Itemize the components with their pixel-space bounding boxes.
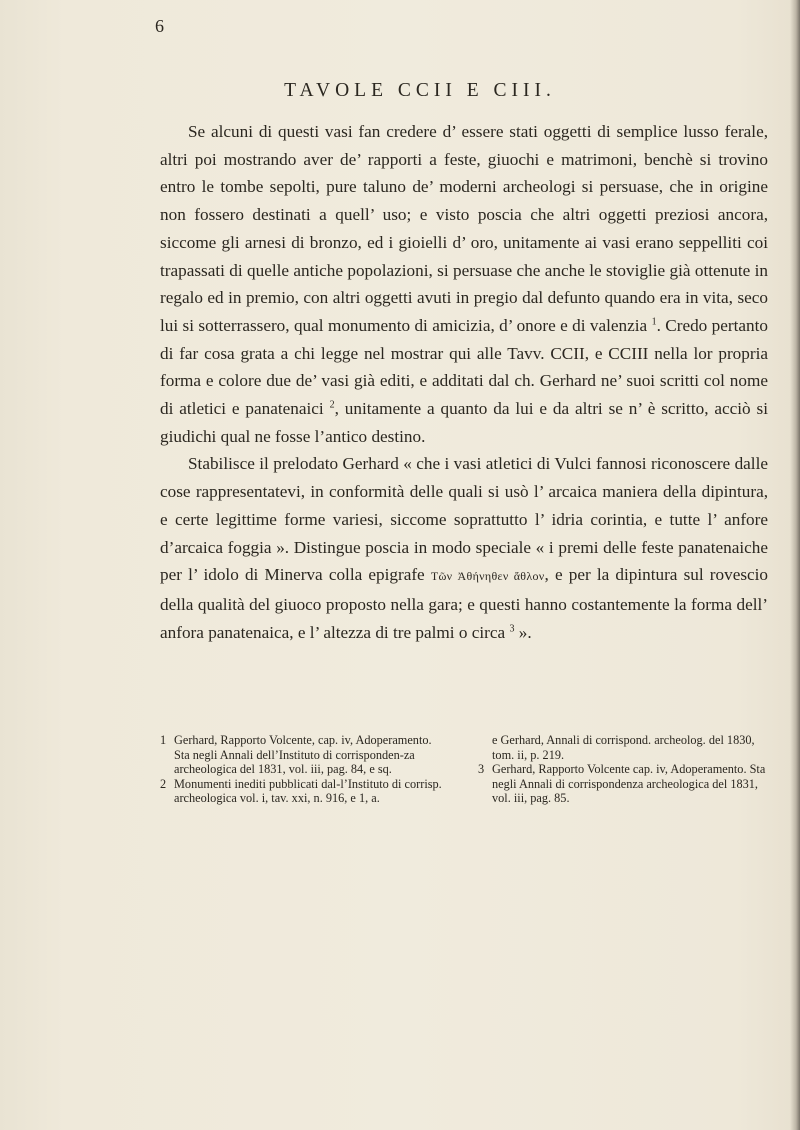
footnote-2 bbox=[160, 777, 450, 806]
paragraph-1-text-b: . Credo pertanto di far cosa grata a chi legge nel mostrar qui alle Tavv. CCII, e CCIII nella lor propria forma e colore due de’ vasi già editi, e additati dal ch. Gerhard ne’ suoi scritti col nome di atletici e panatenaici bbox=[160, 315, 768, 419]
page-edge-shadow bbox=[790, 0, 800, 1130]
paragraph-1-text-a: Se alcuni di questi vasi fan credere d’ essere stati oggetti di semplice lusso ferale, altri poi mostrando aver de’ rapporti a feste, giuochi e matrimoni, benchè si trovino entro le tombe sepolti, pure taluno de’ moderni archeologi si persuase, che in origine non fossero destinati a quell’ uso; e visto poscia che altri oggetti preziosi ancora, siccome gli arnesi di bronzo, ed i gioielli d’ oro, unitamente ai vasi erano seppelliti coi trapassati di quelle antiche popolazioni, si persuase che anche le stoviglie già ottenute in regalo ed in premio, con altri oggetti avuti in pregio dal defunto quando era in vita, seco lui si sotterrassero, qual monumento di amicizia, d’ onore e di valenzia bbox=[160, 122, 768, 335]
footnote-ref-3: 3 bbox=[509, 622, 515, 634]
footnotes-right-column bbox=[478, 733, 768, 806]
body-text bbox=[160, 118, 768, 646]
paragraph-2-text-c: ». bbox=[514, 622, 532, 642]
paragraph-1 bbox=[160, 118, 768, 450]
footnotes-left-column bbox=[160, 733, 450, 806]
page-heading: TAVOLE CCII E CIII. bbox=[284, 80, 556, 101]
footnote-2-number: 2 bbox=[160, 776, 167, 791]
page-number: 6 bbox=[155, 16, 164, 36]
footnote-1-text: Gerhard, Rapporto Volcente, cap. iv, Adoperamento. Sta negli Annali dell’Instituto di corrisponden-za archeologica del 1831, vol. iii, pag. 84, e sq. bbox=[174, 733, 432, 777]
footnote-ref-1: 1 bbox=[651, 316, 657, 328]
footnote-1 bbox=[160, 733, 450, 777]
paragraph-1-text-c: , unitamente a quanto da lui e da altri se n’ è scritto, acciò si giudichi qual ne fosse l’antico destino. bbox=[160, 399, 768, 446]
footnote-ref-2: 2 bbox=[329, 399, 335, 411]
footnotes bbox=[160, 733, 768, 806]
footnote-3-text: Gerhard, Rapporto Volcente cap. iv, Adoperamento. Sta negli Annali di corrispondenza archeologica del 1831, vol. iii, pag. 85. bbox=[492, 762, 766, 806]
paragraph-2-text-b: , e per la dipintura sul rovescio della qualità del giuoco proposto nella gara; e questi hanno costantemente la forma dell’ anfora panatenaica, e l’ altezza di tre palmi o circa bbox=[160, 565, 769, 642]
footnote-3-number: 3 bbox=[478, 762, 485, 777]
footnote-3 bbox=[478, 762, 768, 806]
footnote-2-text: Monumenti inediti pubblicati dal-l’Instituto di corrisp. archeologica vol. i, tav. xxi, n. 916, e 1, a. bbox=[174, 776, 442, 806]
footnote-2-continued: e Gerhard, Annali di corrispond. archeolog. del 1830, tom. ii, p. 219. bbox=[492, 733, 755, 762]
paragraph-2 bbox=[160, 450, 768, 646]
footnote-1-number: 1 bbox=[160, 733, 167, 747]
greek-epigraph: Τῶν Ἀθήνηθεν ἄθλον bbox=[430, 569, 545, 584]
paragraph-2-text-a: Stabilisce il prelodato Gerhard « che i vasi atletici di Vulci fannosi riconoscere dalle cose rappresentatevi, in conformità delle quali si usò l’ arcaica maniera della dipintura, e certe legittime forme variesi, siccome soprattutto l’ idria corintia, e tutte l’ anfore d’arcaica foggia ». Distingue poscia in modo speciale « i premi delle feste panatenaiche per l’ idolo di Minerva colla epigrafe bbox=[160, 454, 768, 585]
